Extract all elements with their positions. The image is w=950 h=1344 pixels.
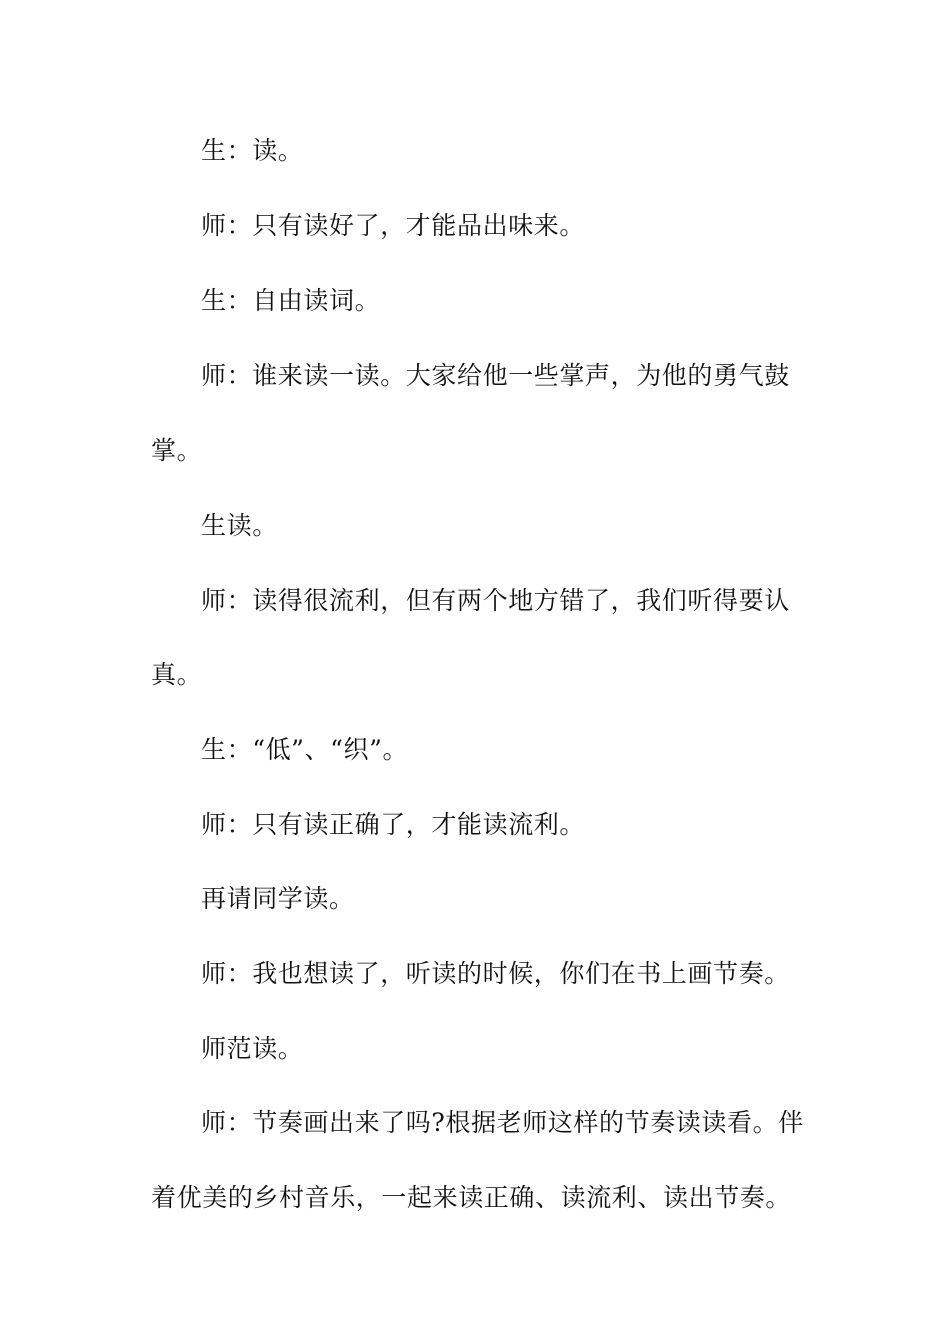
paragraph-line: 生：“低”、“织”。 (201, 735, 409, 764)
paragraph-line: 生：读。 (201, 136, 304, 165)
paragraph-line: 生读。 (201, 511, 278, 540)
paragraph-line: 再请同学读。 (201, 884, 355, 913)
paragraph-line: 师：我也想读了，听读的时候，你们在书上画节奏。 (201, 959, 790, 988)
paragraph-line: 师：只有读正确了，才能读流利。 (201, 810, 586, 839)
paragraph-line: 师：节奏画出来了吗?根据老师这样的节奏读读看。伴 (201, 1108, 804, 1137)
paragraph-line-continuation: 掌。 (151, 436, 203, 465)
paragraph-line: 师范读。 (201, 1034, 304, 1063)
paragraph-line: 生：自由读词。 (201, 286, 381, 315)
paragraph-line-continuation: 真。 (151, 660, 203, 689)
paragraph-line: 师：只有读好了，才能品出味来。 (201, 211, 586, 240)
paragraph-line-continuation: 着优美的乡村音乐，一起来读正确、读流利、读出节奏。 (151, 1183, 792, 1212)
paragraph-line: 师：谁来读一读。大家给他一些掌声，为他的勇气鼓 (201, 361, 790, 390)
paragraph-line: 师：读得很流利，但有两个地方错了，我们听得要认 (201, 586, 790, 615)
